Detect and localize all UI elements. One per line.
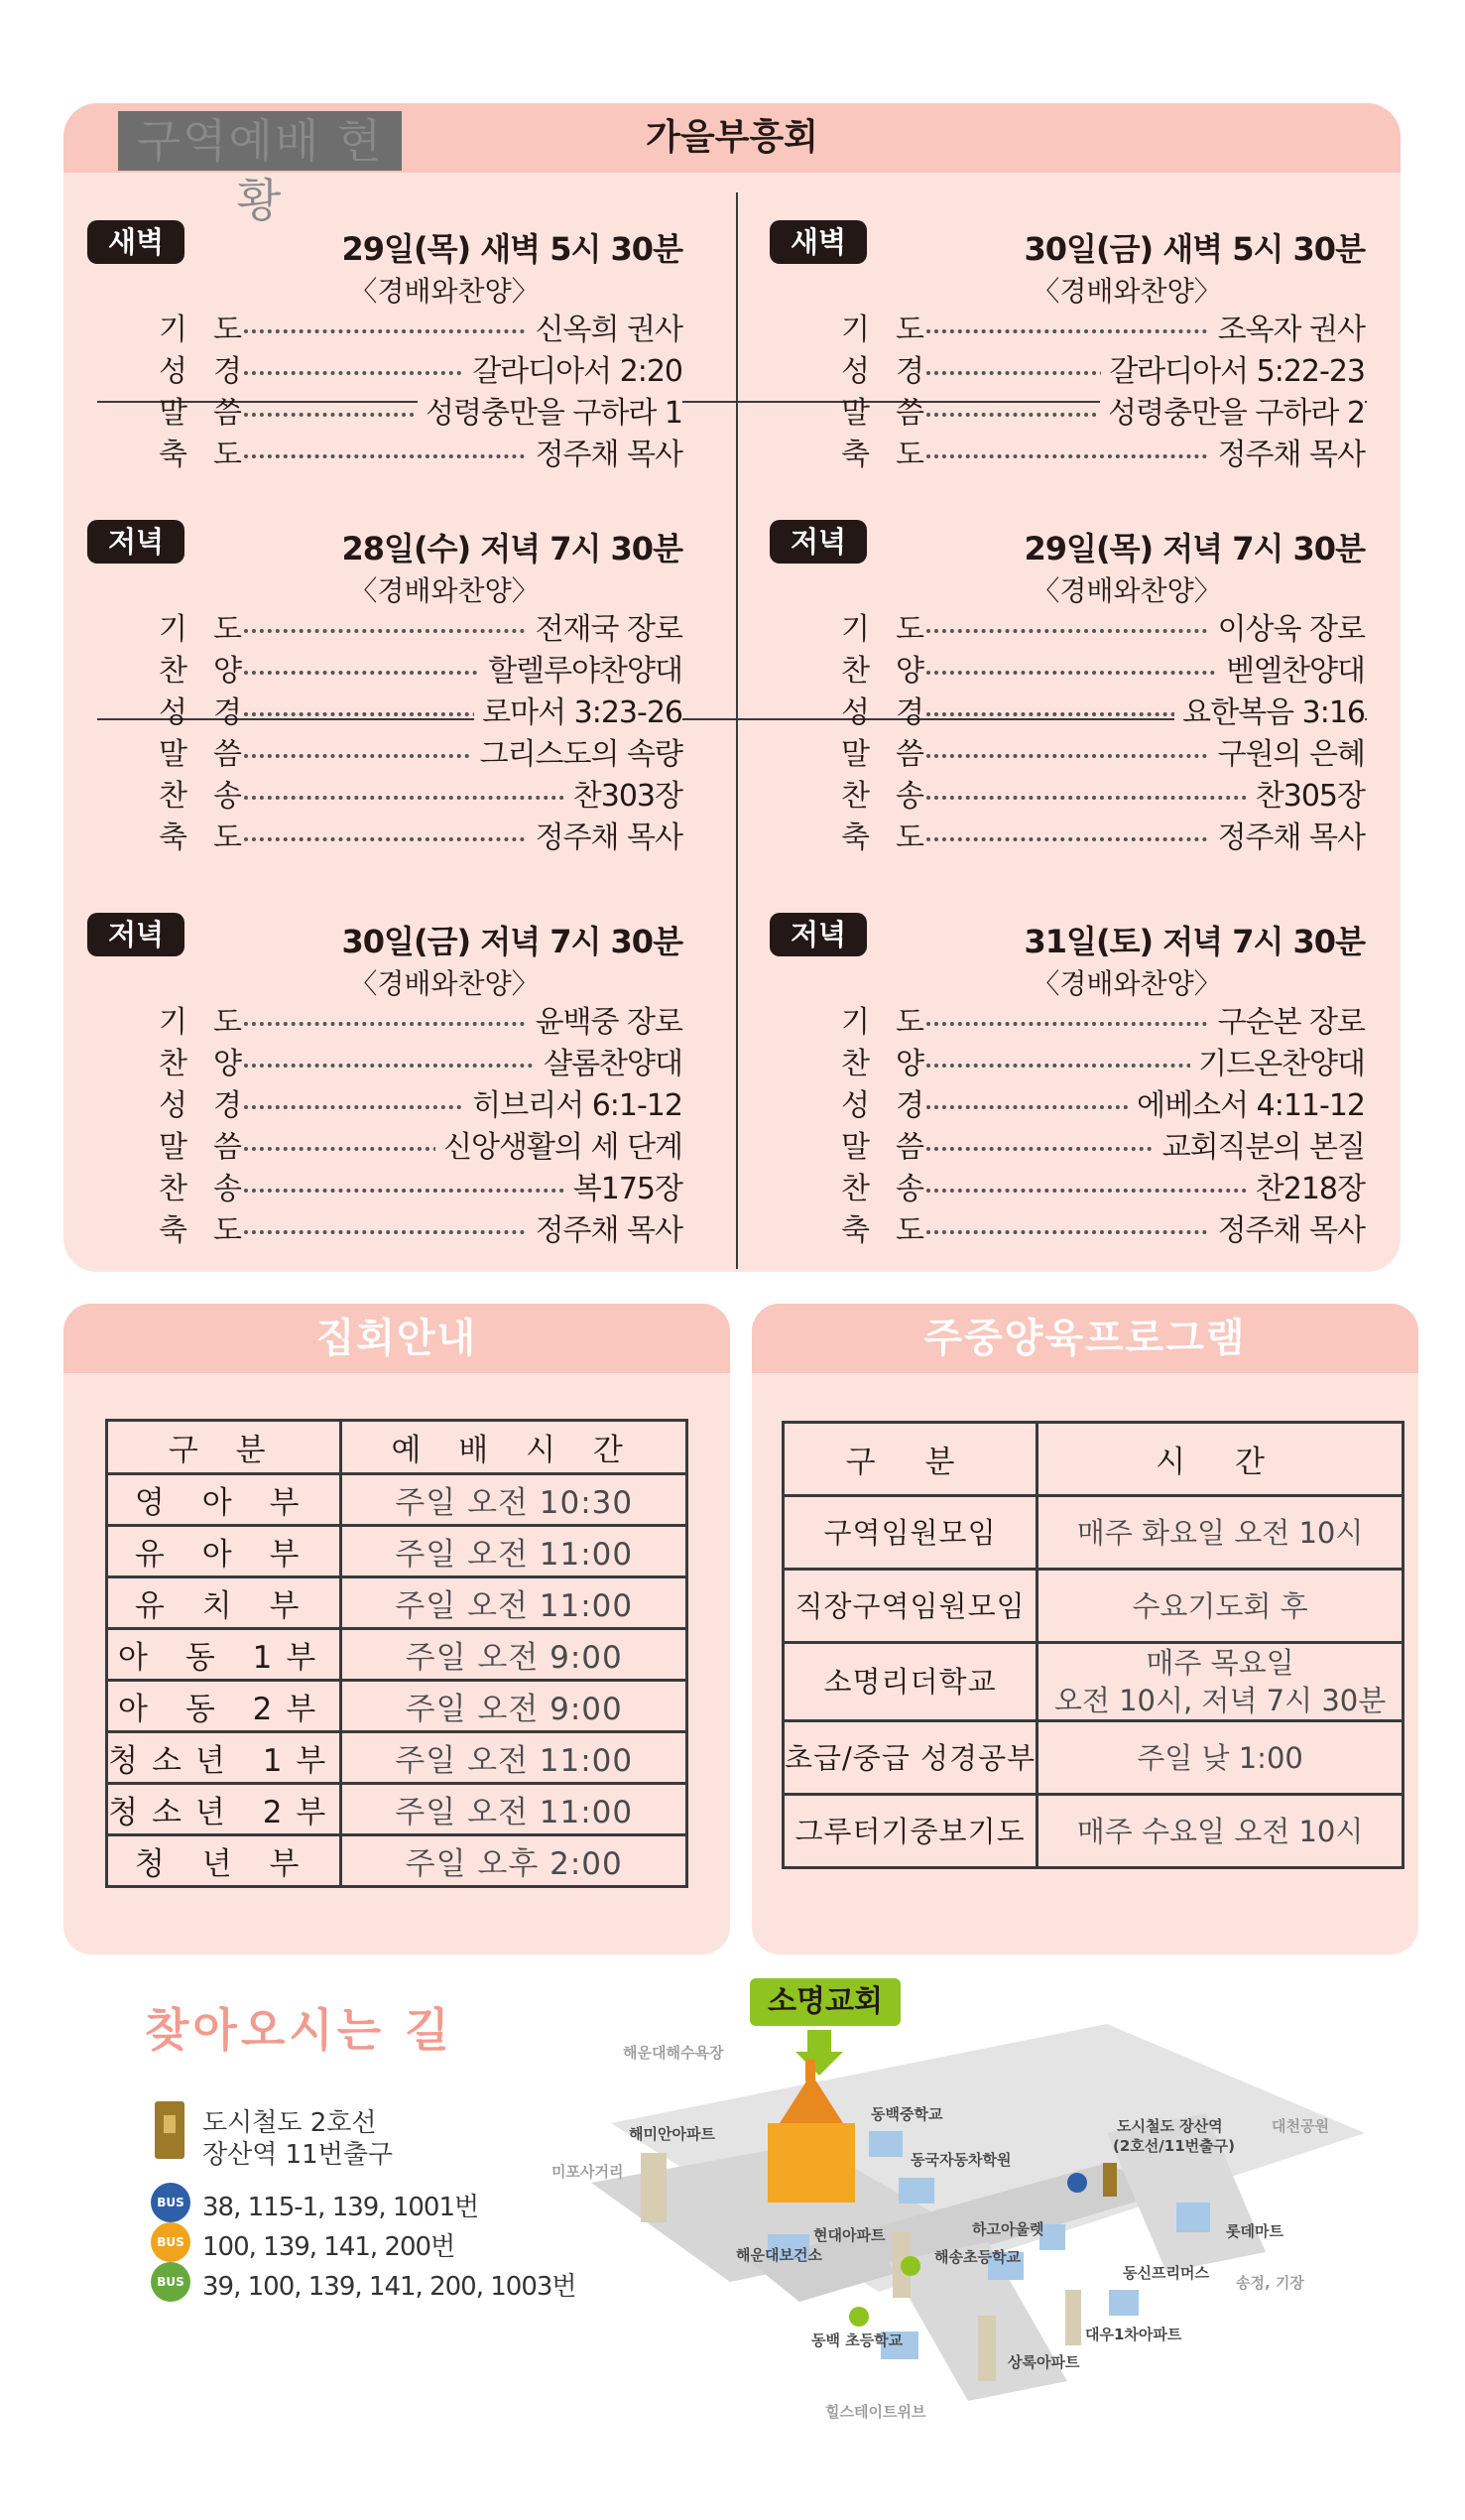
department-cell: 아 동 2부	[107, 1681, 341, 1732]
worship-time-cell: 주일 오전 10:30	[341, 1474, 687, 1526]
bus-stop-icon	[901, 2256, 920, 2276]
program-value: 복175장	[565, 1169, 682, 1210]
program-row	[841, 1210, 1365, 1252]
program-value: 샬롬찬양대	[536, 1044, 682, 1085]
program-row	[159, 1044, 682, 1085]
subway-station-icon	[1103, 2163, 1117, 2197]
program-label: 축도	[841, 438, 950, 472]
table-row	[107, 1474, 687, 1526]
subway-icon	[155, 2101, 184, 2159]
worship-time-cell: 주일 오전 11:00	[341, 1526, 687, 1577]
program-value: 기드온찬양대	[1190, 1044, 1365, 1085]
column-header: 구 분	[784, 1423, 1038, 1496]
program-value: 찬305장	[1248, 776, 1365, 818]
program-row	[841, 776, 1365, 818]
map-label: 하고아울렛	[972, 2220, 1044, 2238]
weekly-program-title: 주중양육프로그램	[752, 1304, 1418, 1373]
program-value: 할렐루야찬양대	[480, 651, 682, 693]
service-subtitle: 〈경배와찬양〉	[349, 574, 540, 607]
program-label: 찬양	[159, 654, 268, 689]
map-label: 해송초등학교	[934, 2248, 1021, 2266]
building-icon	[1109, 2290, 1139, 2316]
program-row	[159, 1002, 682, 1044]
church-location-badge: 소명교회	[750, 1978, 901, 2026]
church-building-icon	[768, 2123, 855, 2203]
program-value: 갈라디아서 2:20	[464, 351, 682, 393]
program-time-cell: 매주 화요일 오전 10시	[1038, 1496, 1404, 1570]
location-map	[551, 1964, 1365, 2431]
program-label: 축도	[159, 820, 268, 855]
program-label: 찬양	[841, 1047, 950, 1081]
department-cell: 청 년 부	[107, 1835, 341, 1887]
bus-route-text: 38, 115-1, 139, 1001번	[202, 2193, 479, 2222]
table-row	[784, 1643, 1404, 1721]
program-time-cell: 매주 수요일 오전 10시	[1038, 1795, 1404, 1868]
program-list	[841, 310, 1365, 476]
table-row	[107, 1732, 687, 1784]
program-label: 성경	[159, 1088, 268, 1123]
program-row	[159, 776, 682, 818]
map-label: (2호선/11번출구)	[1113, 2137, 1235, 2155]
subway-line: 도시철도 2호선	[202, 2108, 377, 2138]
program-label: 축도	[159, 438, 268, 472]
program-label: 말씀	[841, 396, 950, 431]
table-row	[107, 1681, 687, 1732]
weekly-program-table	[782, 1421, 1404, 1869]
program-row	[159, 818, 682, 859]
program-value: 정주채 목사	[528, 818, 682, 859]
service-datetime: 29일(목) 저녁 7시 30분	[1024, 530, 1365, 567]
map-label: 해운대해수욕장	[623, 2044, 724, 2062]
department-cell: 청소년 2부	[107, 1784, 341, 1835]
program-name-cell: 그루터기중보기도	[784, 1795, 1038, 1868]
worship-time-cell: 주일 오전 11:00	[341, 1784, 687, 1835]
service-datetime: 30일(금) 저녁 7시 30분	[341, 923, 682, 960]
program-value: 찬303장	[565, 776, 682, 818]
program-row	[841, 609, 1365, 651]
program-row	[841, 818, 1365, 859]
program-list	[159, 1002, 682, 1252]
program-time-cell: 매주 목요일 오전 10시, 저녁 7시 30분	[1038, 1643, 1404, 1721]
program-row	[159, 693, 682, 734]
program-row	[841, 310, 1365, 351]
department-cell: 영 아 부	[107, 1474, 341, 1526]
program-name-cell: 구역임원모임	[784, 1496, 1038, 1570]
map-label: 동백 초등학교	[811, 2331, 904, 2349]
table-row	[107, 1629, 687, 1681]
program-label: 기도	[841, 612, 950, 647]
service-type-badge: 새벽	[770, 220, 867, 264]
program-value: 신옥희 권사	[528, 310, 682, 351]
service-type-badge: 새벽	[87, 220, 184, 264]
program-row	[841, 1169, 1365, 1210]
program-label: 축도	[841, 820, 950, 855]
program-value: 에베소서 4:11-12	[1129, 1085, 1365, 1127]
program-row	[159, 609, 682, 651]
table-row	[784, 1570, 1404, 1643]
table-row	[784, 1496, 1404, 1570]
program-value: 성령충만을 구하라 1	[418, 393, 682, 435]
map-illustration	[551, 1964, 1365, 2431]
program-row	[841, 1085, 1365, 1127]
table-row	[107, 1784, 687, 1835]
department-cell: 유 치 부	[107, 1577, 341, 1629]
bus-icon: BUS	[151, 2262, 190, 2302]
program-name-cell: 소명리더학교	[784, 1643, 1038, 1721]
program-label: 기도	[159, 1005, 268, 1040]
service-subtitle: 〈경배와찬양〉	[349, 275, 540, 308]
bus-route-text: 100, 139, 141, 200번	[202, 2232, 455, 2262]
table-row	[107, 1577, 687, 1629]
column-header: 구 분	[107, 1421, 341, 1474]
program-list	[841, 609, 1365, 859]
building-icon	[1176, 2203, 1210, 2232]
department-cell: 유 아 부	[107, 1526, 341, 1577]
program-label: 기도	[159, 612, 268, 647]
building-icon	[899, 2178, 934, 2204]
program-list	[841, 1002, 1365, 1252]
program-list	[159, 310, 682, 476]
map-label: 힐스테이트위브	[825, 2403, 926, 2421]
service-datetime: 28일(수) 저녁 7시 30분	[341, 530, 682, 567]
map-label: 대천공원	[1272, 2117, 1329, 2135]
program-value: 교회직분의 본질	[1155, 1127, 1365, 1169]
program-value: 신앙생활의 세 단계	[435, 1127, 682, 1169]
map-label: 동백중학교	[871, 2105, 943, 2123]
program-time-cell: 수요기도회 후	[1038, 1570, 1404, 1643]
weekly-program-panel	[752, 1304, 1418, 1954]
program-row	[841, 734, 1365, 776]
program-value: 이상욱 장로	[1210, 609, 1365, 651]
service-type-badge: 저녁	[770, 913, 867, 956]
program-label: 말씀	[841, 737, 950, 772]
program-value: 윤백중 장로	[528, 1002, 682, 1044]
revival-title: 가을부흥회	[646, 117, 818, 158]
table-header-row	[784, 1423, 1404, 1496]
worship-time-cell: 주일 오후 2:00	[341, 1835, 687, 1887]
program-value: 그리스도의 속량	[472, 734, 682, 776]
bus-icon: BUS	[151, 2183, 190, 2222]
program-row	[159, 351, 682, 393]
program-label: 말씀	[841, 1130, 950, 1165]
program-label: 성경	[841, 1088, 950, 1123]
weekly-program-table-body	[784, 1496, 1404, 1868]
map-label: 도시철도 장산역	[1117, 2117, 1223, 2135]
church-cross-icon	[805, 2060, 815, 2081]
service-datetime: 30일(금) 새벽 5시 30분	[1024, 230, 1365, 268]
map-label: 동국자동차학원	[911, 2151, 1012, 2169]
map-label: 해운대보건소	[736, 2246, 822, 2264]
map-label: 송정, 기장	[1236, 2274, 1304, 2292]
program-value: 전재국 장로	[528, 609, 682, 651]
directions-title: 찾아오시는 길	[145, 2003, 453, 2057]
gathering-info-title: 집회안내	[63, 1304, 730, 1373]
building-icon	[869, 2131, 903, 2157]
program-row	[841, 435, 1365, 476]
program-value: 찬218장	[1248, 1169, 1365, 1210]
program-row	[841, 651, 1365, 693]
program-value: 정주채 목사	[1210, 1210, 1365, 1252]
program-value: 성령충만을 구하라 2	[1100, 393, 1365, 435]
program-value: 조옥자 권사	[1210, 310, 1365, 351]
program-label: 말씀	[159, 737, 268, 772]
worship-time-cell: 주일 오전 11:00	[341, 1732, 687, 1784]
program-row	[841, 1127, 1365, 1169]
program-value: 정주채 목사	[1210, 818, 1365, 859]
program-value: 갈라디아서 5:22-23	[1101, 351, 1365, 393]
department-cell: 아 동 1부	[107, 1629, 341, 1681]
program-label: 말씀	[159, 396, 268, 431]
program-row	[841, 1044, 1365, 1085]
subway-exit: 장산역 11번출구	[202, 2140, 394, 2170]
program-label: 성경	[159, 354, 268, 389]
program-label: 찬송	[841, 779, 950, 814]
subway-info	[202, 2107, 393, 2171]
program-row	[159, 1169, 682, 1210]
program-value: 요한복음 3:16	[1174, 693, 1365, 734]
gathering-table	[105, 1419, 688, 1888]
map-label: 미포사거리	[551, 2163, 624, 2181]
map-label: 상록아파트	[1008, 2353, 1080, 2371]
service-type-badge: 저녁	[87, 520, 184, 564]
service-subtitle: 〈경배와찬양〉	[1032, 275, 1222, 308]
revival-schedule-panel	[63, 103, 1401, 1272]
program-row	[159, 1085, 682, 1127]
bus-route-text: 39, 100, 139, 141, 200, 1003번	[202, 2272, 576, 2302]
worship-time-cell: 주일 오전 9:00	[341, 1681, 687, 1732]
program-label: 말씀	[159, 1130, 268, 1165]
table-row	[107, 1835, 687, 1887]
table-row	[107, 1526, 687, 1577]
map-arrow-icon	[795, 2052, 843, 2076]
column-header: 시 간	[1038, 1423, 1404, 1496]
column-divider	[736, 192, 738, 1269]
gathering-info-panel	[63, 1304, 730, 1954]
program-value: 벧엘찬양대	[1218, 651, 1365, 693]
service-datetime: 29일(목) 새벽 5시 30분	[341, 230, 682, 268]
program-row	[159, 435, 682, 476]
bus-icon: BUS	[151, 2222, 190, 2262]
map-label: 롯데마트	[1226, 2222, 1283, 2240]
section-tag-label: 구역예배 현황	[118, 111, 402, 171]
program-label: 성경	[841, 354, 950, 389]
gathering-table-body	[107, 1474, 687, 1887]
program-value: 정주채 목사	[528, 1210, 682, 1252]
program-label: 성경	[841, 695, 950, 730]
map-label: 대우1차아파트	[1085, 2326, 1182, 2343]
bus-stop-icon	[849, 2307, 869, 2327]
program-label: 찬송	[159, 1172, 268, 1206]
service-datetime: 31일(토) 저녁 7시 30분	[1024, 923, 1365, 960]
map-label: 동신프리머스	[1123, 2264, 1209, 2282]
program-label: 찬송	[159, 779, 268, 814]
program-row	[159, 1127, 682, 1169]
program-label: 찬송	[841, 1172, 950, 1206]
program-label: 찬양	[159, 1047, 268, 1081]
table-row	[784, 1795, 1404, 1868]
program-row	[159, 1210, 682, 1252]
program-row	[841, 693, 1365, 734]
building-icon	[1065, 2290, 1081, 2345]
program-row	[841, 351, 1365, 393]
program-row	[159, 651, 682, 693]
program-label: 축도	[841, 1213, 950, 1248]
program-label: 찬양	[841, 654, 950, 689]
bus-stop-icon	[1067, 2173, 1087, 2193]
program-row	[159, 734, 682, 776]
worship-time-cell: 주일 오전 9:00	[341, 1629, 687, 1681]
program-name-cell: 직장구역임원모임	[784, 1570, 1038, 1643]
map-label: 해미안아파트	[629, 2125, 715, 2143]
service-type-badge: 저녁	[770, 520, 867, 564]
program-row	[159, 393, 682, 435]
revival-header-bar	[63, 103, 1401, 227]
program-label: 기도	[841, 1005, 950, 1040]
program-label: 기도	[841, 313, 950, 347]
program-value: 구순본 장로	[1210, 1002, 1365, 1044]
program-value: 구원의 은혜	[1210, 734, 1365, 776]
program-label: 축도	[159, 1213, 268, 1248]
service-subtitle: 〈경배와찬양〉	[1032, 967, 1222, 1000]
map-arrow-stem	[807, 2030, 831, 2052]
program-list	[159, 609, 682, 859]
program-value: 히브리서 6:1-12	[464, 1085, 682, 1127]
program-label: 기도	[159, 313, 268, 347]
service-subtitle: 〈경배와찬양〉	[1032, 574, 1222, 607]
service-type-badge: 저녁	[87, 913, 184, 956]
building-icon	[641, 2153, 667, 2222]
program-value: 정주채 목사	[528, 435, 682, 476]
table-row	[784, 1721, 1404, 1795]
map-label: 현대아파트	[813, 2226, 886, 2244]
building-icon	[978, 2316, 996, 2381]
program-row	[841, 393, 1365, 435]
department-cell: 청소년 1부	[107, 1732, 341, 1784]
program-value: 정주채 목사	[1210, 435, 1365, 476]
program-label: 성경	[159, 695, 268, 730]
program-row	[159, 310, 682, 351]
program-time-cell: 주일 낮 1:00	[1038, 1721, 1404, 1795]
table-header-row	[107, 1421, 687, 1474]
program-name-cell: 초급/중급 성경공부	[784, 1721, 1038, 1795]
program-value: 로마서 3:23-26	[474, 693, 682, 734]
worship-time-cell: 주일 오전 11:00	[341, 1577, 687, 1629]
program-row	[841, 1002, 1365, 1044]
column-header: 예 배 시 간	[341, 1421, 687, 1474]
service-subtitle: 〈경배와찬양〉	[349, 967, 540, 1000]
